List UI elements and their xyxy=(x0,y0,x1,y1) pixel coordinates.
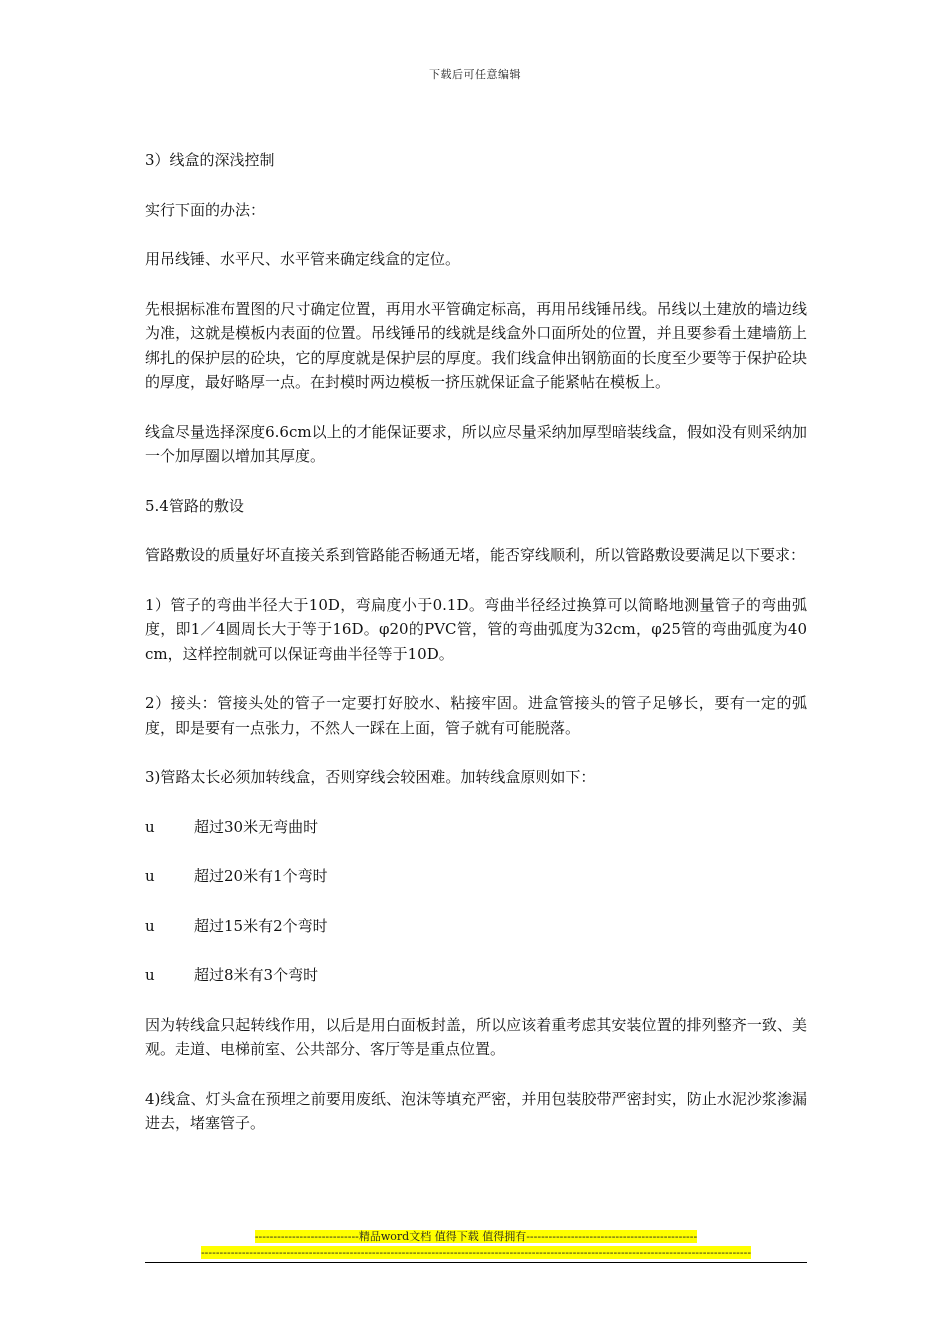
section-heading-pipe-laying: 5.4管路的敷设 xyxy=(145,496,244,515)
footer-highlight-2: ---------------------------------------------------------------------------------------------------------------------------------------------------- xyxy=(200,1246,752,1259)
bullet-marker: u xyxy=(145,817,155,836)
paragraph-junction-box-placement: 因为转线盒只起转线作用，以后是用白面板封盖，所以应该着重考虑其安装位置的排列整齐一致、美观。走道、电梯前室、公共部分、客厅等是重点位置。 xyxy=(145,1015,807,1058)
paragraph-box-filling: 4)线盒、灯头盒在预埋之前要用废纸、泡沫等填充严密，并用包装胶带严密封实，防止水泥沙浆渗漏进去，堵塞管子。 xyxy=(145,1089,807,1132)
footer-highlight-1: ----------------------------精品word文档 值得下载 值得拥有---------------------------------------------- xyxy=(254,1230,698,1243)
paragraph-tools: 用吊线锤、水平尺、水平管来确定线盒的定位。 xyxy=(145,250,461,268)
section-heading-depth-control: 3）线盒的深浅控制 xyxy=(145,151,275,169)
list-item xyxy=(145,914,807,939)
footer-line-2 xyxy=(145,1245,807,1261)
list-item-text: 超过20米有1个弯时 xyxy=(194,867,328,885)
paragraph-junction-box-rule: 3)管路太长必须加转线盒，否则穿线会较困难。加转线盒原则如下： xyxy=(145,768,596,786)
list-item-text: 超过15米有2个弯时 xyxy=(194,916,328,935)
paragraph-method-intro: 实行下面的办法： xyxy=(145,200,266,219)
bullet-marker: u xyxy=(145,966,155,984)
list-item xyxy=(145,864,807,889)
paragraph-joints: 2）接头：管接头处的管子一定要打好胶水、粘接牢固。进盒管接头的管子足够长，要有一定的弧度，即是要有一点张力，不然人一踩在上面，管子就有可能脱落。 xyxy=(145,694,807,737)
paragraph-bend-radius: 1）管子的弯曲半径大于10D，弯扁度小于0.1D。弯曲半径经过换算可以简略地测量管子的弯曲弧度，即1／4圆周长大于等于16D。φ20的PVC管，管的弯曲弧度为32cm，φ25管的弯曲弧度为40 cm，这样控制就可以保证弯曲半径等于10D。 xyxy=(145,595,807,663)
footer-line-1 xyxy=(145,1229,807,1245)
list-item xyxy=(145,963,807,988)
page-header: 下载后可任意编辑 xyxy=(429,68,521,81)
list-item xyxy=(145,815,807,840)
paragraph-positioning: 先根据标准布置图的尺寸确定位置，再用水平管确定标高，再用吊线锤吊线。吊线以土建放的墙边线为准，这就是模板内表面的位置。吊线锤吊的线就是线盒外口面所处的位置，并且要参看土建墙筋上绑扎的保护层的砼块，它的厚度就是保护层的厚度。我们线盒伸出钢筋面的长度至少要等于保护砼块的厚度，最好略厚一点。在封模时两边模板一挤压就保证盒子能紧帖在模板上。 xyxy=(145,299,807,391)
list-item-text: 超过8米有3个弯时 xyxy=(194,966,319,984)
bullet-marker: u xyxy=(145,867,155,885)
bullet-marker: u xyxy=(145,916,155,935)
paragraph-pipe-requirements: 管路敷设的质量好坏直接关系到管路能否畅通无堵，能否穿线顺利，所以管路敷设要满足以下要求： xyxy=(145,546,806,564)
document-body xyxy=(145,148,807,1161)
paragraph-box-depth: 线盒尽量选择深度6.6cm以上的才能保证要求，所以应尽量采纳加厚型暗装线盒，假如没有则采纳加一个加厚圈以增加其厚度。 xyxy=(145,422,807,465)
footer-divider xyxy=(145,1262,807,1263)
page-footer xyxy=(145,1229,807,1261)
list-item-text: 超过30米无弯曲时 xyxy=(194,817,319,836)
